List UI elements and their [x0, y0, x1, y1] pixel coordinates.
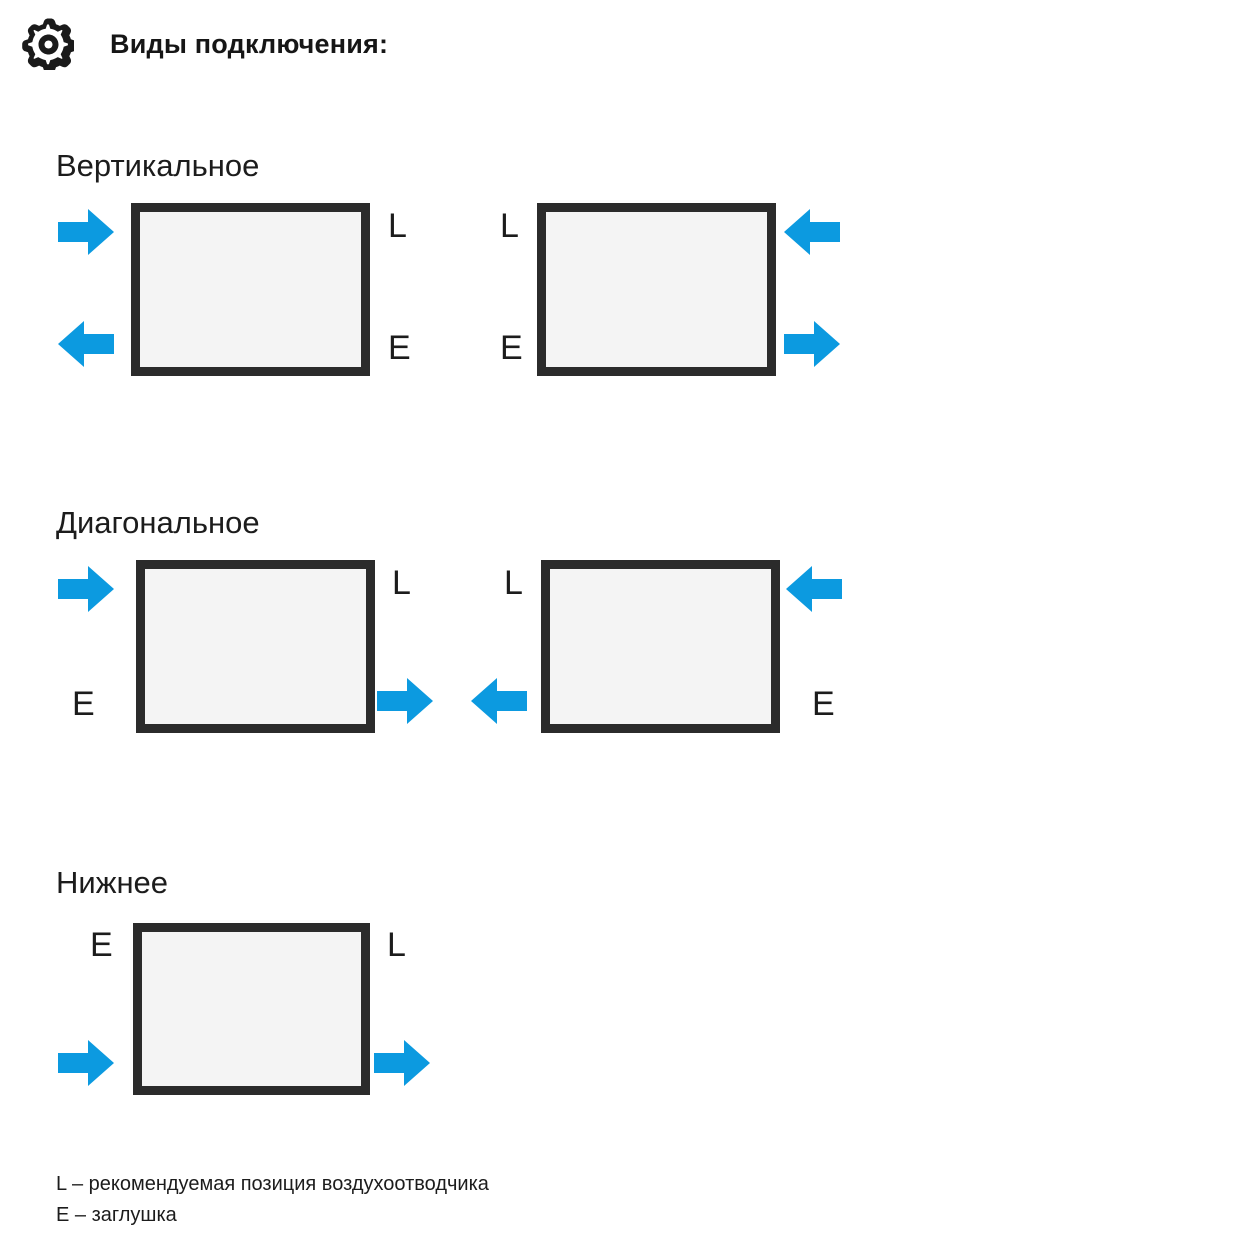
section-bottom [0, 710, 1240, 1130]
arrow-left-vertical-right-top [782, 204, 842, 260]
legend-line-1: L – рекомендуемая позиция воздухоотводчика [56, 1173, 489, 1195]
marker-diagonal-right-L: L [504, 564, 523, 602]
marker-vertical-right-E: E [500, 329, 523, 367]
marker-bottom-L: L [387, 926, 406, 964]
section-title-vertical: Вертикальное [56, 148, 260, 183]
radiator-bottom-single [133, 923, 370, 1095]
marker-diagonal-left-L: L [392, 564, 411, 602]
arrow-right-vertical-left-top [56, 204, 116, 260]
arrow-right-bottom-inflow [56, 1035, 116, 1091]
radiator-diagonal-right [541, 560, 780, 733]
marker-vertical-left-L: L [388, 207, 407, 245]
arrow-right-bottom-outflow [372, 1035, 432, 1091]
arrow-left-diagonal-right-top [784, 561, 844, 617]
marker-diagonal-right-E: E [812, 685, 835, 723]
marker-bottom-E: E [90, 926, 113, 964]
page-title: Виды подключения: [110, 28, 389, 59]
marker-diagonal-left-E: E [72, 685, 95, 723]
marker-vertical-right-L: L [500, 207, 519, 245]
radiator-diagonal-left [136, 560, 375, 733]
section-title-bottom: Нижнее [56, 865, 169, 900]
arrow-right-diagonal-left-top [56, 561, 116, 617]
section-title-diagonal: Диагональное [56, 505, 260, 540]
legend-line-2: E – заглушка [56, 1204, 177, 1226]
marker-vertical-left-E: E [388, 329, 411, 367]
